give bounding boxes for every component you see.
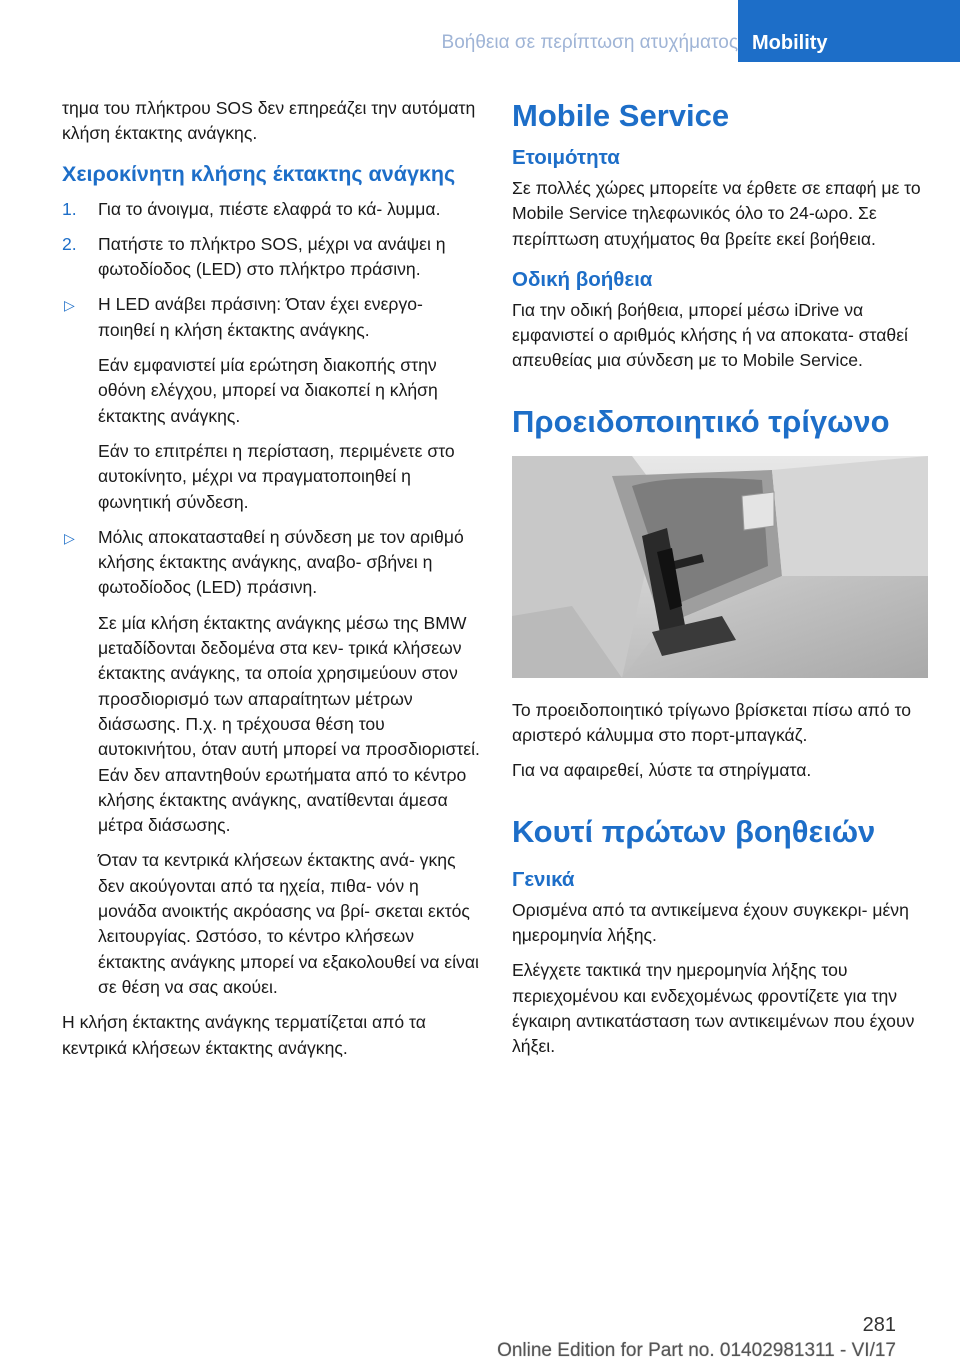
mobile-service-title: Mobile Service	[512, 98, 730, 133]
result-text: Όταν τα κεντρικά κλήσεων έκτακτης ανά- γκης δεν ακούγονται από τα ηχεία, πιθα- νόν η μονάδα ανοικτής ακρόασης να βρί- σκεται εκτός λειτουργίας. Ωστόσο, το κέντρο κλήσεων έκτακτης ανάγκης μπορεί να εξακολουθεί να είναι σε θέση να σας ακούει.	[98, 850, 479, 997]
page-footer	[0, 1310, 960, 1362]
section-title: Βοήθεια σε περίπτωση ατυχήματος	[441, 32, 738, 53]
road-assistance-text: Για την οδική βοήθεια, μπορεί μέσω iDrive να εμφανιστεί ο αριθμός κλήσης ή να αποκατα- σταθεί απευθείας μια σύνδεση με το Mobile Service.	[512, 299, 908, 371]
general-text: Ελέγχετε τακτικά την ημερομηνία λήξης του περιεχομένου και ενδεχομένως φροντίζετε για την έγκαιρη αντικατάσταση των αντικειμένων που έχουν λήξει.	[512, 960, 915, 1057]
trunk-illustration	[512, 456, 928, 678]
result-text: Εάν το επιτρέπει η περίσταση, περιμένετε στο αυτοκίνητο, μέχρι να πραγματοποιηθεί η φωνητική σύνδεση.	[98, 440, 455, 512]
triangle-bullet-icon: ▷	[64, 529, 75, 546]
warning-triangle-title: Προειδοποιητικό τρίγωνο	[512, 403, 890, 439]
triangle-removal-text: Για να αφαιρεθεί, λύστε τα στηρίγματα.	[512, 760, 812, 781]
trunk-photo	[512, 456, 928, 678]
result-item	[62, 525, 482, 1000]
right-column	[512, 96, 932, 1069]
result-item	[62, 292, 482, 514]
general-text: Ορισμένα από τα αντικείμενα έχουν συγκεκρι- μένη ημερομηνία λήξης.	[512, 899, 909, 945]
step-item	[62, 232, 482, 283]
result-text: Μόλις αποκατασταθεί η σύνδεση με τον αριθμό κλήσης έκτακτης ανάγκης, αναβο- σβήνει η φωτοδίοδος (LED) πράσινη.	[98, 526, 464, 598]
chapter-tab: Mobility	[738, 0, 960, 62]
triangle-location-text: Το προειδοποιητικό τρίγωνο βρίσκεται πίσω από το αριστερό κάλυμμα στο πορτ-μπαγκάζ.	[512, 699, 912, 746]
result-text: Εάν εμφανιστεί μία ερώτηση διακοπής στην οθόνη ελέγχου, μπορεί να διακοπεί η κλήση έκτακτης ανάγκης.	[98, 355, 438, 426]
edition-note: Online Edition for Part no. 01402981311 - VI/17	[497, 1340, 896, 1361]
intro-paragraph: τημα του πλήκτρου SOS δεν επηρεάζει την αυτόματη κλήση έκτακτης ανάγκης.	[62, 98, 476, 144]
step-item	[62, 197, 482, 222]
closing-paragraph: Η κλήση έκτακτης ανάγκης τερματίζεται από τα κεντρικά κλήσεων έκτακτης ανάγκης.	[62, 1012, 426, 1058]
step-text: Πατήστε το πλήκτρο SOS, μέχρι να ανάψει η φωτοδίοδος (LED) στο πλήκτρο πράσινη.	[98, 233, 446, 280]
road-assistance-heading: Οδική βοήθεια	[512, 267, 653, 291]
page-number: 281	[862, 1314, 896, 1336]
left-column	[62, 96, 482, 1071]
manual-call-heading: Χειροκίνητη κλήσης έκτακτης ανάγκης	[62, 161, 456, 186]
general-heading: Γενικά	[512, 867, 575, 891]
step-text: Για το άνοιγμα, πιέστε ελαφρά το κά- λυμμα.	[98, 198, 441, 219]
readiness-text: Σε πολλές χώρες μπορείτε να έρθετε σε επαφή με το Mobile Service τηλεφωνικός όλο το 24-ωρο. Σε περίπτωση ατυχήματος θα βρείτε εκεί βοήθεια.	[512, 178, 921, 249]
first-aid-title: Κουτί πρώτων βοηθειών	[512, 813, 876, 849]
step-number: 1.	[62, 198, 77, 219]
step-number: 2.	[62, 233, 77, 254]
result-text: Η LED ανάβει πράσινη: Όταν έχει ενεργο- ποιηθεί η κλήση έκτακτης ανάγκης.	[98, 294, 423, 340]
result-text: Σε μία κλήση έκτακτης ανάγκης μέσω της BMW μεταδίδονται δεδομένα στα κεν- τρικά κλήσεων έκτακτης ανάγκης, τα οποία χρησιμεύουν στον προσδιορισμό των απαραίτητων μέτρων διάσωσης. Π.χ. η τρέχουσα θέση του αυτοκινήτου, όταν αυτή μπορεί να προσδιοριστεί. Εάν δεν απαντηθούν ερωτήματα από το κέντρο κλήσης έκτακτης ανάγκης, ανατίθενται άμεσα μέτρα διάσωσης.	[98, 612, 480, 836]
triangle-bullet-icon: ▷	[64, 297, 75, 314]
readiness-heading: Ετοιμότητα	[512, 146, 620, 169]
page-header	[0, 0, 960, 62]
